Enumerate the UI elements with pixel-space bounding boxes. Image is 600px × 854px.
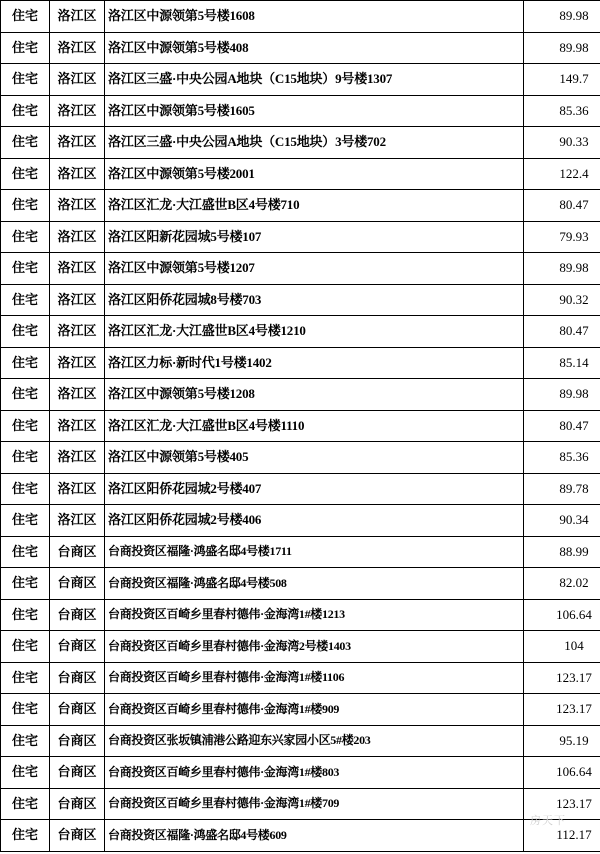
cell-project-name: 台商投资区百崎乡里春村德伟·金海湾1#楼909: [105, 694, 524, 726]
cell-type: 住宅: [1, 568, 50, 600]
table-row[interactable]: [1, 568, 600, 600]
cell-district: 洛江区: [50, 347, 105, 379]
cell-type: 住宅: [1, 725, 50, 757]
cell-project-name: 洛江区阳侨花园城8号楼703: [105, 284, 524, 316]
cell-district: 台商区: [50, 536, 105, 568]
cell-project-name: 洛江区阳新花园城5号楼107: [105, 221, 524, 253]
cell-project-name: 台商投资区张坂镇浦港公路迎东兴家园小区5#楼203: [105, 725, 524, 757]
cell-district: 洛江区: [50, 473, 105, 505]
cell-type: 住宅: [1, 316, 50, 348]
cell-district: 洛江区: [50, 221, 105, 253]
cell-area: 90.33: [524, 127, 600, 159]
table-row[interactable]: [1, 536, 600, 568]
cell-project-name: 台商投资区福隆·鸿盛名邸4号楼609: [105, 820, 524, 852]
cell-project-name: 台商投资区福隆·鸿盛名邸4号楼1711: [105, 536, 524, 568]
cell-area: 85.14: [524, 347, 600, 379]
cell-project-name: 台商投资区百崎乡里春村德伟·金海湾1#楼1106: [105, 662, 524, 694]
table-row[interactable]: [1, 473, 600, 505]
cell-project-name: 洛江区阳侨花园城2号楼407: [105, 473, 524, 505]
cell-district: 洛江区: [50, 1, 105, 33]
cell-district: 洛江区: [50, 190, 105, 222]
table-row[interactable]: [1, 788, 600, 820]
table-row[interactable]: [1, 599, 600, 631]
table-row[interactable]: [1, 190, 600, 222]
table-row[interactable]: [1, 1, 600, 33]
cell-project-name: 洛江区中源领第5号楼1608: [105, 1, 524, 33]
cell-area: 90.34: [524, 505, 600, 537]
cell-area: 80.47: [524, 190, 600, 222]
cell-district: 台商区: [50, 725, 105, 757]
cell-type: 住宅: [1, 820, 50, 852]
cell-area: 85.36: [524, 442, 600, 474]
cell-area: 104: [524, 631, 600, 663]
cell-district: 洛江区: [50, 158, 105, 190]
table-row[interactable]: [1, 347, 600, 379]
cell-type: 住宅: [1, 505, 50, 537]
cell-district: 洛江区: [50, 379, 105, 411]
cell-area: 80.47: [524, 316, 600, 348]
table-row[interactable]: [1, 253, 600, 285]
table-row[interactable]: [1, 662, 600, 694]
cell-area: 90.32: [524, 284, 600, 316]
cell-project-name: 洛江区力标·新时代1号楼1402: [105, 347, 524, 379]
cell-area: 122.4: [524, 158, 600, 190]
cell-district: 台商区: [50, 599, 105, 631]
cell-project-name: 洛江区汇龙·大江盛世B区4号楼1110: [105, 410, 524, 442]
watermark: 房天下: [530, 815, 566, 827]
cell-district: 洛江区: [50, 95, 105, 127]
cell-type: 住宅: [1, 158, 50, 190]
cell-district: 台商区: [50, 694, 105, 726]
table-row[interactable]: [1, 694, 600, 726]
cell-area: 112.17: [524, 820, 600, 852]
cell-area: 89.98: [524, 379, 600, 411]
cell-area: 149.7: [524, 64, 600, 96]
table-row[interactable]: [1, 95, 600, 127]
cell-district: 台商区: [50, 568, 105, 600]
cell-area: 85.36: [524, 95, 600, 127]
cell-type: 住宅: [1, 127, 50, 159]
cell-project-name: 台商投资区福隆·鸿盛名邸4号楼508: [105, 568, 524, 600]
cell-project-name: 台商投资区百崎乡里春村德伟·金海湾2号楼1403: [105, 631, 524, 663]
table-row[interactable]: [1, 158, 600, 190]
cell-district: 洛江区: [50, 316, 105, 348]
cell-area: 79.93: [524, 221, 600, 253]
cell-type: 住宅: [1, 473, 50, 505]
cell-project-name: 洛江区中源领第5号楼1208: [105, 379, 524, 411]
cell-type: 住宅: [1, 599, 50, 631]
cell-district: 台商区: [50, 631, 105, 663]
table-row[interactable]: [1, 284, 600, 316]
cell-type: 住宅: [1, 1, 50, 33]
cell-district: 洛江区: [50, 284, 105, 316]
table-row[interactable]: [1, 127, 600, 159]
cell-area: 89.98: [524, 1, 600, 33]
cell-district: 洛江区: [50, 32, 105, 64]
cell-district: 洛江区: [50, 127, 105, 159]
cell-project-name: 洛江区中源领第5号楼1605: [105, 95, 524, 127]
cell-project-name: 洛江区汇龙·大江盛世B区4号楼1210: [105, 316, 524, 348]
cell-area: 80.47: [524, 410, 600, 442]
cell-type: 住宅: [1, 190, 50, 222]
cell-project-name: 洛江区三盛·中央公园A地块（C15地块）9号楼1307: [105, 64, 524, 96]
table-row[interactable]: [1, 725, 600, 757]
cell-type: 住宅: [1, 442, 50, 474]
cell-district: 洛江区: [50, 505, 105, 537]
cell-district: 台商区: [50, 662, 105, 694]
cell-area: 106.64: [524, 599, 600, 631]
cell-type: 住宅: [1, 32, 50, 64]
cell-project-name: 洛江区中源领第5号楼408: [105, 32, 524, 64]
cell-project-name: 台商投资区百崎乡里春村德伟·金海湾1#楼803: [105, 757, 524, 789]
cell-project-name: 台商投资区百崎乡里春村德伟·金海湾1#楼1213: [105, 599, 524, 631]
cell-district: 洛江区: [50, 442, 105, 474]
table-row[interactable]: [1, 820, 600, 852]
cell-type: 住宅: [1, 694, 50, 726]
cell-district: 台商区: [50, 788, 105, 820]
cell-type: 住宅: [1, 662, 50, 694]
table-row[interactable]: [1, 631, 600, 663]
table-row[interactable]: [1, 64, 600, 96]
cell-project-name: 洛江区中源领第5号楼405: [105, 442, 524, 474]
cell-type: 住宅: [1, 284, 50, 316]
cell-district: 台商区: [50, 757, 105, 789]
cell-project-name: 台商投资区百崎乡里春村德伟·金海湾1#楼709: [105, 788, 524, 820]
cell-area: 106.64: [524, 757, 600, 789]
table-row[interactable]: [1, 379, 600, 411]
cell-type: 住宅: [1, 95, 50, 127]
cell-type: 住宅: [1, 253, 50, 285]
cell-type: 住宅: [1, 347, 50, 379]
cell-area: 89.78: [524, 473, 600, 505]
cell-area: 123.17: [524, 662, 600, 694]
cell-type: 住宅: [1, 631, 50, 663]
table-row[interactable]: [1, 316, 600, 348]
cell-type: 住宅: [1, 221, 50, 253]
cell-type: 住宅: [1, 64, 50, 96]
table-row[interactable]: [1, 32, 600, 64]
cell-area: 123.17: [524, 788, 600, 820]
table-row[interactable]: [1, 410, 600, 442]
cell-area: 95.19: [524, 725, 600, 757]
cell-project-name: 洛江区汇龙·大江盛世B区4号楼710: [105, 190, 524, 222]
cell-project-name: 洛江区中源领第5号楼1207: [105, 253, 524, 285]
table-row[interactable]: [1, 505, 600, 537]
table-row[interactable]: [1, 442, 600, 474]
cell-area: 82.02: [524, 568, 600, 600]
cell-type: 住宅: [1, 536, 50, 568]
cell-project-name: 洛江区中源领第5号楼2001: [105, 158, 524, 190]
cell-district: 洛江区: [50, 253, 105, 285]
cell-area: 123.17: [524, 694, 600, 726]
cell-area: 88.99: [524, 536, 600, 568]
cell-type: 住宅: [1, 410, 50, 442]
cell-district: 台商区: [50, 820, 105, 852]
table-row[interactable]: [1, 221, 600, 253]
cell-type: 住宅: [1, 757, 50, 789]
table-body: [1, 1, 600, 852]
cell-district: 洛江区: [50, 64, 105, 96]
cell-district: 洛江区: [50, 410, 105, 442]
cell-area: 89.98: [524, 32, 600, 64]
cell-type: 住宅: [1, 788, 50, 820]
cell-type: 住宅: [1, 379, 50, 411]
cell-project-name: 洛江区阳侨花园城2号楼406: [105, 505, 524, 537]
table-row[interactable]: [1, 757, 600, 789]
cell-project-name: 洛江区三盛·中央公园A地块（C15地块）3号楼702: [105, 127, 524, 159]
cell-area: 89.98: [524, 253, 600, 285]
